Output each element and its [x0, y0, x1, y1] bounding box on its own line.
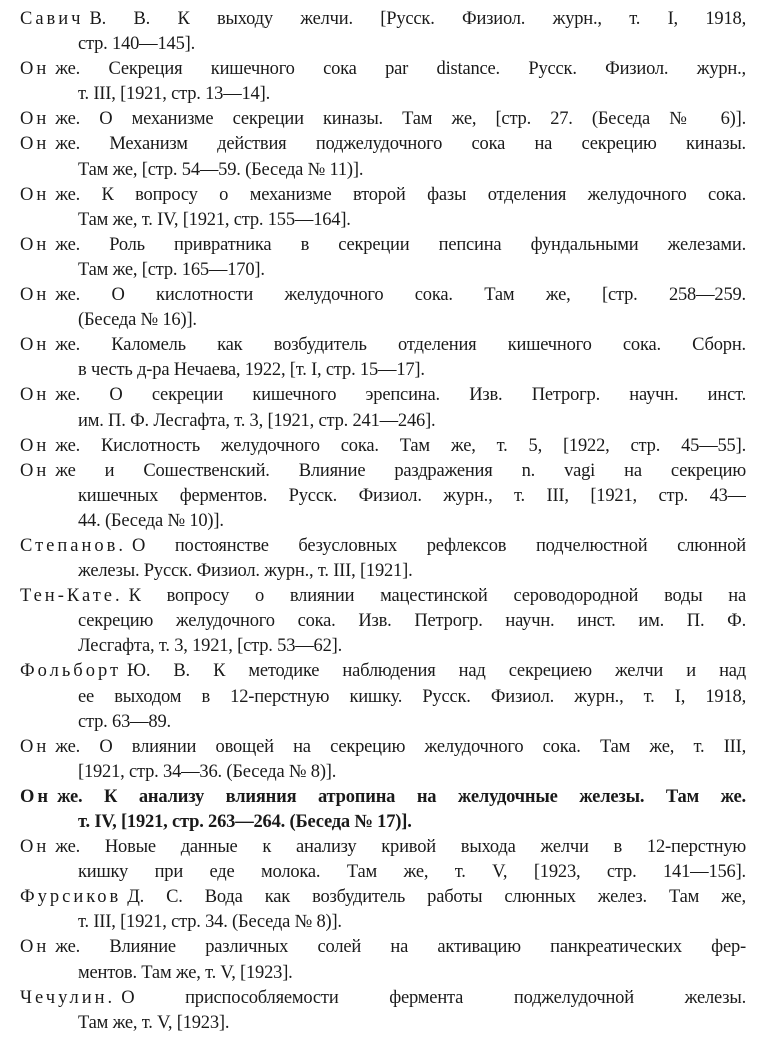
bibliography-entry — [20, 333, 746, 383]
entry-text: же. Роль привратника в секреции пепсина фундальными железами. — [55, 234, 746, 255]
entry-text: же. Новые данные к анализу кривой выхода желчи в 12-перстную — [55, 837, 746, 858]
entry-author: Он — [20, 460, 50, 481]
bibliography-entry — [20, 785, 746, 835]
bibliography-entry — [20, 659, 746, 734]
entry-author: Он — [20, 435, 50, 456]
entry-text: же. Кислотность желудочного сока. Там же, т. 5, [1922, стр. 45—55]. — [55, 435, 746, 456]
entry-line — [20, 132, 746, 157]
entry-line — [20, 57, 746, 82]
entry-text: же и Сошественский. Влияние раздражения n. vagi на секрецию — [55, 460, 746, 481]
entry-line — [20, 961, 746, 986]
entry-text: Д. С. Вода как возбудитель работы слюнных желез. Там же, — [127, 887, 746, 908]
entry-text: же. О кислотности желудочного сока. Там же, [стр. 258—259. — [55, 285, 746, 306]
entry-text: же. К анализу влияния атропина на желудочные железы. Там же. — [57, 786, 746, 807]
entry-text: им. П. Ф. Лесгафта, т. 3, [1921, стр. 241—246]. — [78, 410, 436, 431]
entry-line — [20, 7, 746, 32]
entry-line — [20, 283, 746, 308]
bibliography-entry — [20, 986, 746, 1036]
entry-line — [20, 409, 746, 434]
entry-text: 44. (Беседа № 10)]. — [78, 510, 224, 531]
entry-line — [20, 785, 746, 810]
entry-text: кишечных ферментов. Русск. Физиол. журн., т. III, [1921, стр. 43— — [78, 485, 746, 506]
entry-author: Савич — [20, 9, 84, 29]
bibliography-entry — [20, 107, 746, 132]
entry-author: Он — [20, 59, 50, 80]
entry-text: О приспособляемости фермента поджелудочной железы. — [121, 987, 746, 1008]
entry-author: Он — [20, 937, 50, 958]
entry-line — [20, 860, 746, 885]
entry-text: [1921, стр. 34—36. (Беседа № 8)]. — [78, 761, 337, 782]
entry-line — [20, 383, 746, 408]
entry-text: же. Влияние различных солей на активацию панкреатических фер- — [55, 937, 746, 958]
entry-text: же. О влиянии овощей на секрецию желудочного сока. Там же, т. III, — [55, 736, 746, 757]
entry-line — [20, 835, 746, 860]
entry-line — [20, 935, 746, 960]
entry-line — [20, 434, 746, 459]
entry-text: Там же, т. V, [1923]. — [78, 1012, 230, 1033]
entry-line — [20, 333, 746, 358]
entry-line — [20, 158, 746, 183]
entry-author: Он — [20, 234, 50, 255]
entry-text: К вопросу о влиянии мацестинской сероводородной воды на — [128, 586, 746, 607]
entry-line — [20, 885, 746, 910]
entry-line — [20, 534, 746, 559]
entry-author: Он — [20, 109, 50, 130]
entry-author: Он — [20, 736, 50, 757]
entry-line — [20, 986, 746, 1011]
entry-text: же. Секреция кишечного сока par distance. Русск. Физиол. журн., — [55, 59, 746, 80]
entry-text: Ю. В. К методике наблюдения над секрециею желчи и над — [127, 661, 746, 682]
entry-text: т. III, [1921, стр. 13—14]. — [78, 84, 270, 105]
entry-text: в честь д-ра Нечаева, 1922, [т. I, стр. 15—17]. — [78, 360, 425, 381]
entry-line — [20, 910, 746, 935]
entry-text: О постоянстве безусловных рефлексов подчелюстной слюнной — [132, 535, 746, 556]
bibliography-entry — [20, 7, 746, 57]
entry-author: Фурсиков — [20, 887, 122, 908]
entry-line — [20, 735, 746, 760]
entry-author: Он — [20, 285, 50, 306]
entry-line — [20, 760, 746, 785]
entry-line — [20, 358, 746, 383]
entry-author: Чечулин. — [20, 987, 116, 1008]
bibliography-list — [20, 7, 746, 1036]
entry-text: (Беседа № 16)]. — [78, 310, 197, 331]
entry-line — [20, 584, 746, 609]
bibliography-entry — [20, 57, 746, 107]
bibliography-entry — [20, 935, 746, 985]
entry-line — [20, 82, 746, 107]
entry-text: В. В. К выходу желчи. [Русск. Физиол. журн., т. I, 1918, — [89, 9, 746, 29]
entry-text: Там же, т. IV, [1921, стр. 155—164]. — [78, 209, 351, 230]
entry-text: же. Механизм действия поджелудочного сока на секрецию киназы. — [55, 134, 746, 155]
entry-text: кишку при еде молока. Там же, т. V, [1923, стр. 141—156]. — [78, 862, 746, 883]
bibliography-entry — [20, 735, 746, 785]
entry-text: Лесгафта, т. 3, 1921, [стр. 53—62]. — [78, 636, 343, 657]
entry-text: т. III, [1921, стр. 34. (Беседа № 8)]. — [78, 912, 342, 933]
bibliography-entry — [20, 459, 746, 534]
entry-author: Он — [20, 335, 50, 356]
entry-text: стр. 63—89. — [78, 711, 171, 732]
entry-text: же. Каломель как возбудитель отделения кишечного сока. Сборн. — [55, 335, 746, 356]
entry-line — [20, 183, 746, 208]
entry-line — [20, 559, 746, 584]
bibliography-entry — [20, 233, 746, 283]
entry-author: Степанов. — [20, 535, 127, 556]
entry-author: Тен-Кате. — [20, 586, 123, 607]
entry-author: Он — [20, 184, 50, 205]
entry-text: же. К вопросу о механизме второй фазы отделения желудочного сока. — [55, 184, 746, 205]
entry-line — [20, 208, 746, 233]
entry-author: Он — [20, 837, 50, 858]
entry-line — [20, 32, 746, 57]
entry-line — [20, 459, 746, 484]
entry-author: Он — [20, 134, 50, 155]
bibliography-entry — [20, 132, 746, 182]
entry-text: Там же, [стр. 165—170]. — [78, 259, 265, 280]
entry-line — [20, 659, 746, 684]
entry-author: Он — [20, 385, 50, 406]
entry-line — [20, 509, 746, 534]
entry-text: Там же, [стр. 54—59. (Беседа № 11)]. — [78, 159, 364, 180]
bibliography-entry — [20, 283, 746, 333]
bibliography-entry — [20, 534, 746, 584]
entry-line — [20, 710, 746, 735]
entry-text: т. IV, [1921, стр. 263—264. (Беседа № 17)]. — [78, 812, 412, 832]
entry-line — [20, 233, 746, 258]
entry-text: же. О секреции кишечного эрепсина. Изв. Петрогр. научн. инст. — [55, 385, 746, 406]
entry-text: железы. Русск. Физиол. журн., т. III, [1921]. — [78, 561, 413, 582]
entry-line — [20, 810, 746, 835]
bibliography-entry — [20, 434, 746, 459]
bibliography-entry — [20, 584, 746, 659]
entry-line — [20, 1011, 746, 1036]
entry-line — [20, 107, 746, 132]
bibliography-entry — [20, 885, 746, 935]
bibliography-entry — [20, 383, 746, 433]
entry-text: стр. 140—145]. — [78, 34, 196, 55]
entry-text: ментов. Там же, т. V, [1923]. — [78, 962, 293, 983]
entry-line — [20, 258, 746, 283]
entry-line — [20, 609, 746, 634]
bibliography-entry — [20, 835, 746, 885]
entry-line — [20, 685, 746, 710]
entry-author: Фольборт — [20, 661, 122, 682]
entry-line — [20, 308, 746, 333]
entry-line — [20, 634, 746, 659]
entry-author: Он — [20, 786, 52, 807]
entry-text: ее выходом в 12-перстную кишку. Русск. Физиол. журн., т. I, 1918, — [78, 686, 746, 707]
bibliography-entry — [20, 183, 746, 233]
entry-text: же. О механизме секреции киназы. Там же, [стр. 27. (Беседа № 6)]. — [55, 109, 746, 130]
entry-text: секрецию желудочного сока. Изв. Петрогр. научн. инст. им. П. Ф. — [78, 611, 746, 632]
entry-line — [20, 484, 746, 509]
